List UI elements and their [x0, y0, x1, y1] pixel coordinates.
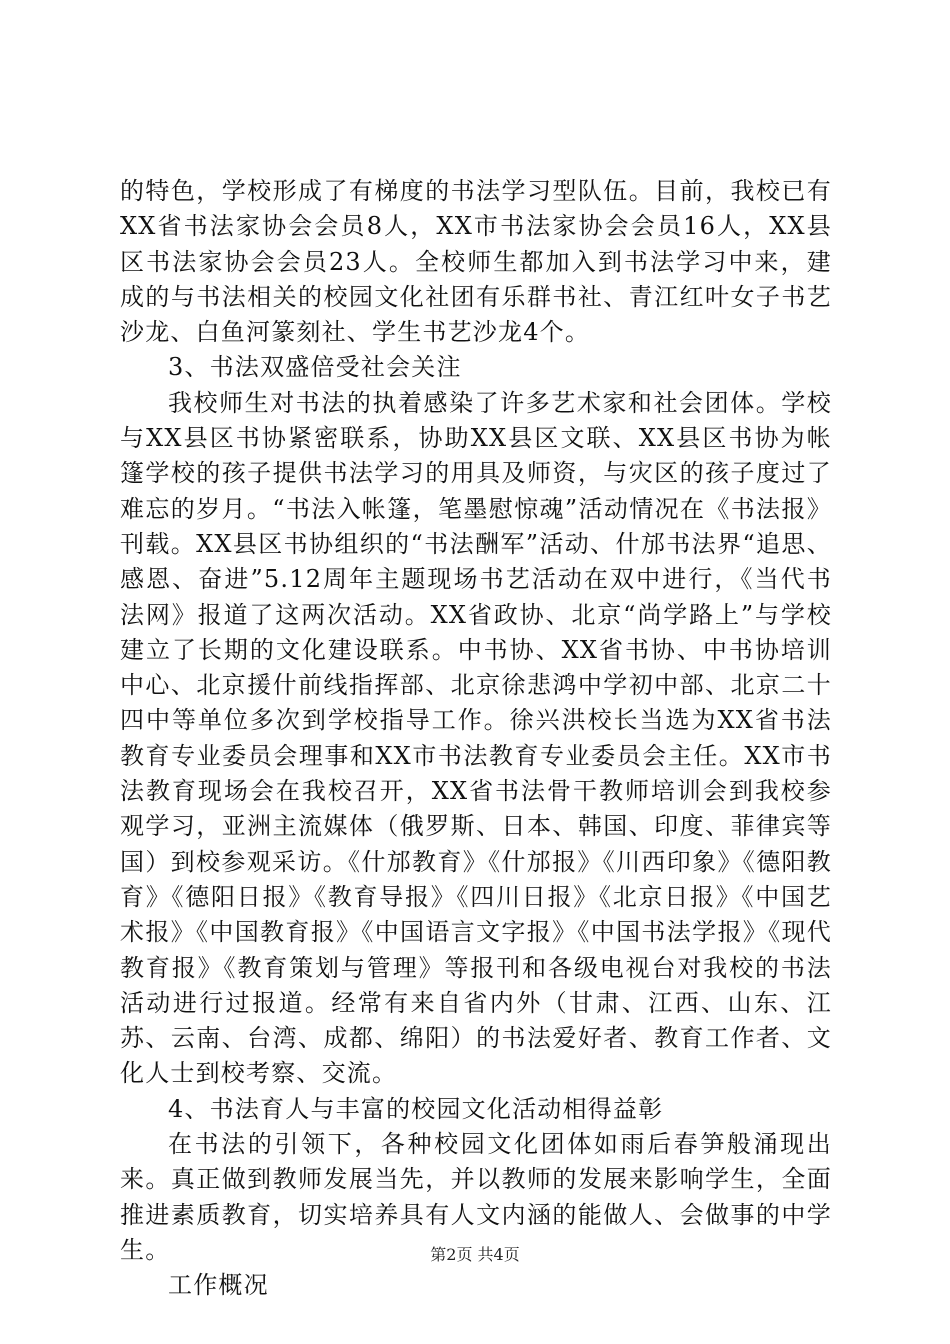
section-heading-3: 3、书法双盛倍受社会关注 [168, 353, 462, 382]
paragraph-social-attention: 我校师生对书法的执着感染了许多艺术家和社会团体。学校与XX县区书协紧密联系，协助XX县区文联、XX县区书协为帐篷学校的孩子提供书法学习的用具及师资，与灾区的孩子度过了难忘的岁月。“书法入帐篷，笔墨慰惊魂”活动情况在《书法报》刊载。XX县区书协组织的“书法酬军”活动、什邡书法界“追思、感恩、奋进”5.12周年主题现场书艺活动在双中进行，《当代书法网》报道了这两次活动。XX省政协、北京“尚学路上”与学校建立了长期的文化建设联系。中书协、XX省书协、中书协培训中心、北京援什前线指挥部、北京徐悲鸿中学初中部、北京二十四中等单位多次到学校指导工作。徐兴洪校长当选为XX省书法教育专业委员会理事和XX市书法教育专业委员会主任。XX市书法教育现场会在我校召开，XX省书法骨干教师培训会到我校参观学习，亚洲主流媒体（俄罗斯、日本、韩国、印度、菲律宾等国）到校参观采访。《什邡教育》《什邡报》《川西印象》《德阳教育》《德阳日报》《教育导报》《四川日报》《北京日报》《中国艺术报》《中国教育报》《中国语言文字报》《中国书法学报》《现代教育报》《教育策划与管理》等报刊和各级电视台对我校的书法活动进行过报道。经常有来自省内外（甘肃、江西、山东、江苏、云南、台湾、成都、绵阳）的书法爱好者、教育工作者、文化人士到校考察、交流。 [120, 388, 832, 1088]
section-heading-4: 4、书法育人与丰富的校园文化活动相得益彰 [168, 1094, 664, 1123]
paragraph-campus-culture: 在书法的引领下，各种校园文化团体如雨后春笋般涌现出来。真正做到教师发展当先，并以教师的发展来影响学生，全面推进素质教育，切实培养具有人文内涵的能做人、会做事的中学生。 [120, 1130, 832, 1264]
page-footer: 第2页 共4页 [430, 1245, 520, 1264]
section-heading-work-overview: 工作概况 [168, 1271, 269, 1300]
paragraph-continuation: 的特色，学校形成了有梯度的书法学习型队伍。目前，我校已有XX省书法家协会会员8人，XX市书法家协会会员16人，XX县区书法家协会会员23人。全校师生都加入到书法学习中来，建成的与书法相关的校园文化社团有乐群书社、青江红叶女子书艺沙龙、白鱼河篆刻社、学生书艺沙龙4个。 [120, 177, 832, 347]
document-body [120, 174, 832, 1304]
